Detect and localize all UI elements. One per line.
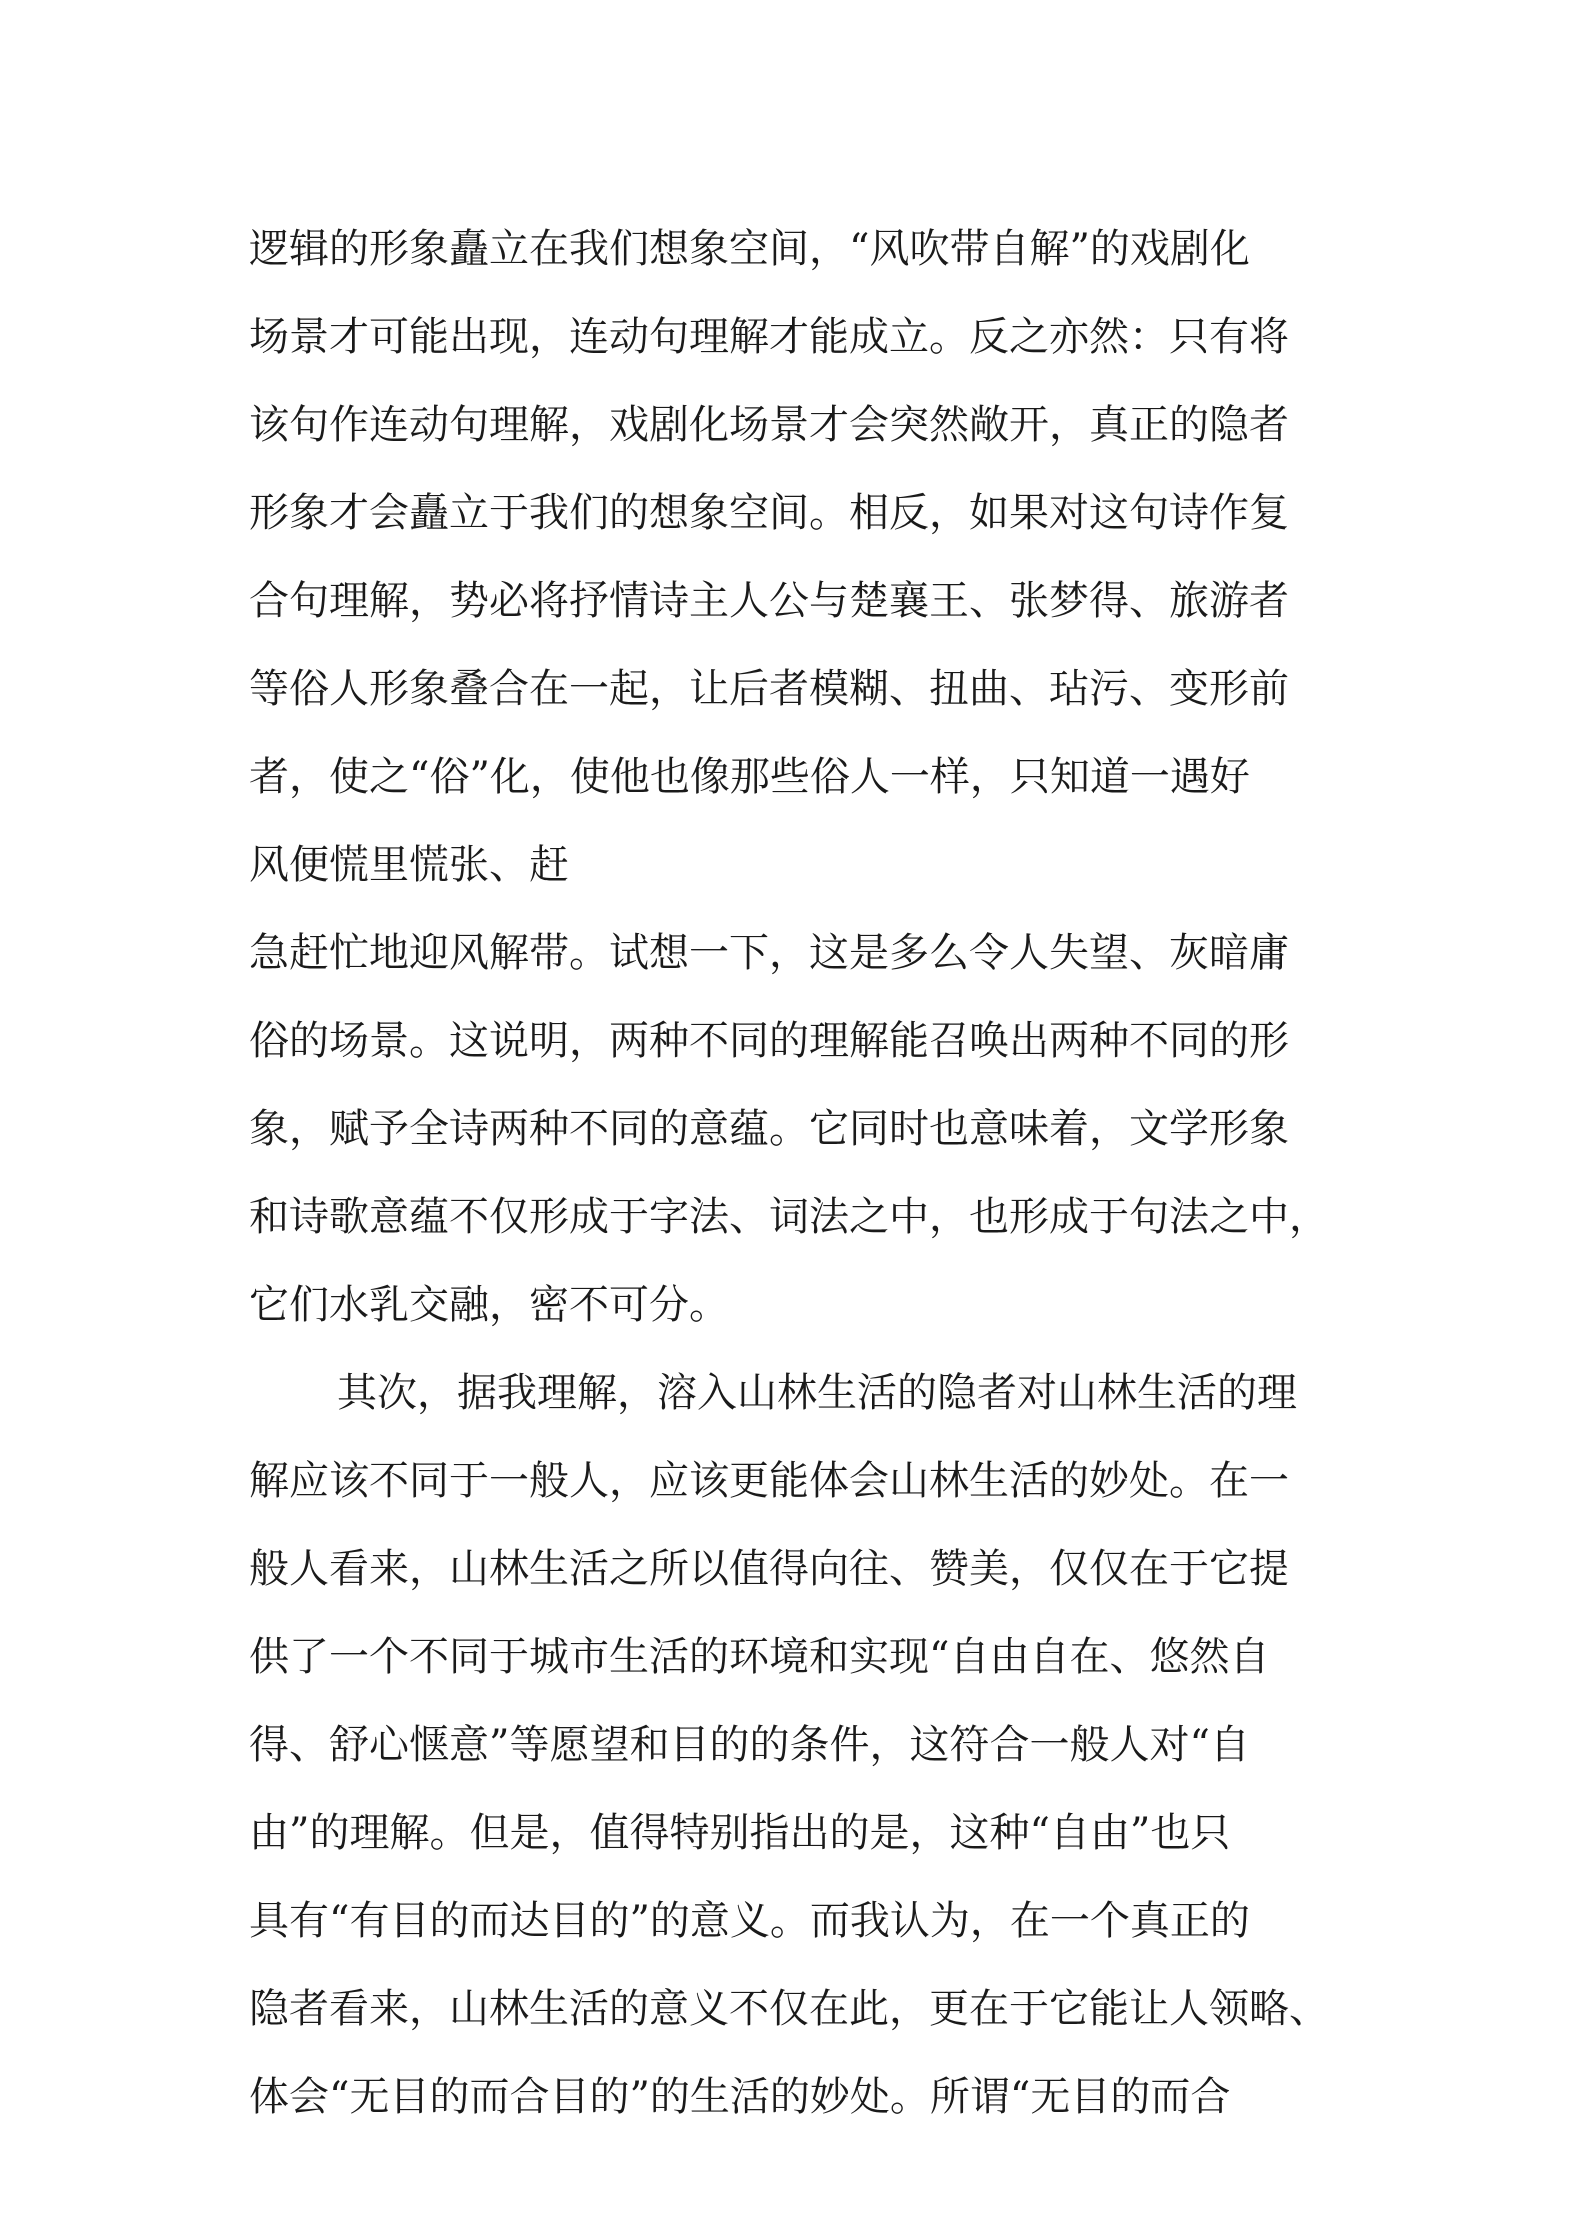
text-line: 逻辑的形象矗立在我们想象空间，“风吹带自解”的戏剧化 <box>249 226 1250 272</box>
text-line: 急赶忙地迎风解带。试想一下，这是多么令人失望、灰暗庸 <box>249 930 1289 976</box>
text-line: 供了一个不同于城市生活的环境和实现“自由自在、悠然自 <box>249 1634 1270 1680</box>
text-line: 该句作连动句理解，戏剧化场景才会突然敞开，真正的隐者 <box>249 402 1289 448</box>
text-line: 象，赋予全诗两种不同的意蕴。它同时也意味着，文学形象 <box>249 1106 1289 1152</box>
text-line: 般人看来，山林生活之所以值得向往、赞美，仅仅在于它提 <box>249 1546 1289 1592</box>
text-line: 隐者看来，山林生活的意义不仅在此，更在于它能让人领略、 <box>249 1986 1329 2032</box>
text-line: 解应该不同于一般人，应该更能体会山林生活的妙处。在一 <box>249 1458 1289 1504</box>
text-line: 风便慌里慌张、赶 <box>249 842 569 888</box>
text-line: 者，使之“俗”化，使他也像那些俗人一样，只知道一遇好 <box>249 754 1250 800</box>
text-line: 和诗歌意蕴不仅形成于字法、词法之中，也形成于句法之中， <box>249 1194 1329 1240</box>
text-line: 形象才会矗立于我们的想象空间。相反，如果对这句诗作复 <box>249 490 1289 536</box>
paragraph-first-line: 其次，据我理解，溶入山林生活的隐者对山林生活的理 <box>337 1370 1297 1416</box>
text-line: 合句理解，势必将抒情诗主人公与楚襄王、张梦得、旅游者 <box>249 578 1289 624</box>
text-line: 得、舒心惬意”等愿望和目的的条件，这符合一般人对“自 <box>249 1722 1250 1768</box>
body-text <box>249 205 1349 2141</box>
text-line: 等俗人形象叠合在一起，让后者模糊、扭曲、玷污、变形前 <box>249 666 1289 712</box>
text-line: 俗的场景。这说明，两种不同的理解能召唤出两种不同的形 <box>249 1018 1289 1064</box>
text-line: 体会“无目的而合目的”的生活的妙处。所谓“无目的而合 <box>249 2074 1231 2120</box>
text-line: 它们水乳交融，密不可分。 <box>249 1282 729 1328</box>
text-line: 场景才可能出现，连动句理解才能成立。反之亦然：只有将 <box>249 314 1289 360</box>
text-line: 具有“有目的而达目的”的意义。而我认为，在一个真正的 <box>249 1898 1250 1944</box>
text-line: 由”的理解。但是，值得特别指出的是，这种“自由”也只 <box>249 1810 1231 1856</box>
